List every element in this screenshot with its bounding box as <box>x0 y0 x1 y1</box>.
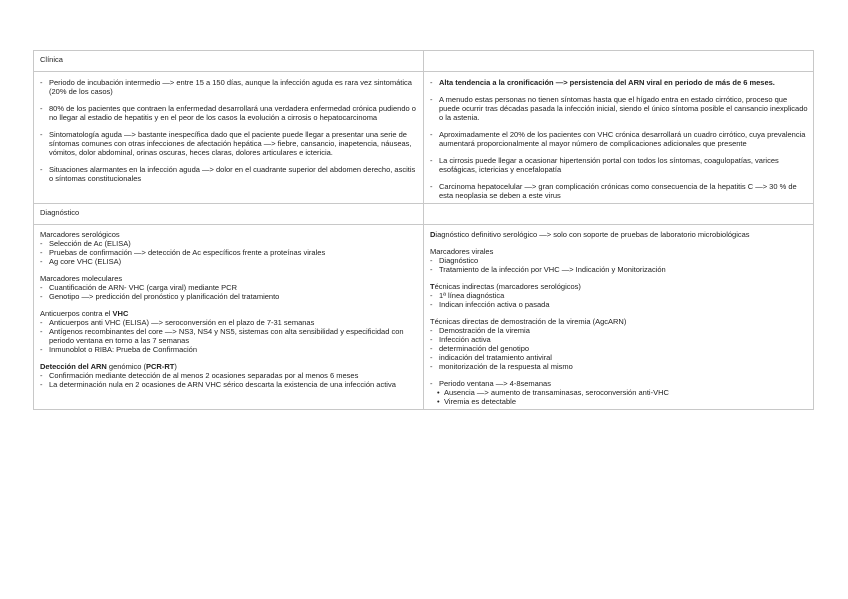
list-item: - A menudo estas personas no tienen síntomas hasta que el hígado entra en estado cirrótico, proceso que puede ocurrir tras décadas pasada la infección inicial, siendo el único síntoma posible el cansancio inexplicado o la astenia. <box>430 95 808 122</box>
list-item: - Aproximadamente el 20% de los pacientes con VHC crónica desarrollará un cuadro cirrótico, cuya prevalencia aumentará proporcionalmente al mayor número de complicaciones adicionales que presente <box>430 130 806 148</box>
list-item: - Periodo de incubación intermedio —> entre 15 a 150 días, aunque la infección aguda es rara vez sintomática (20% de los casos) <box>40 78 412 96</box>
list-item: - Tratamiento de la infección por VHC —> Indicación y Monitorización <box>430 265 666 274</box>
list-item: - Sintomatología aguda —> bastante inespecífica dado que el paciente puede llegar a presentar una serie de síntomas comunes con otras infecciones de afectación hepática —> fiebre, cansancio, inapetencia, náuseas, vómitos, dolor abdominal, orinas oscuras, heces claras, dolores articulares e ictericia. <box>40 130 412 157</box>
list-item: - determinación del genotipo <box>430 344 530 353</box>
moleculares-group <box>40 274 418 301</box>
list-item: - Genotipo —> predicción del pronóstico y planificación del tratamiento <box>40 292 280 301</box>
diagnostico-left-cell <box>34 225 424 410</box>
list-item: - Cuantificación de ARN- VHC (carga viral) mediante PCR <box>40 283 237 292</box>
group-title: Marcadores moleculares <box>40 274 123 283</box>
list-item: - 80% de los pacientes que contraen la enfermedad desarrollará una verdadera enfermedad crónica pudiendo o no llegar al estadio de hepatitis y en el peor de los casos la evolución a cirrosis o hepatocarcinoma <box>40 104 416 122</box>
indirectas-group <box>430 282 808 309</box>
list-item: - Diagnóstico <box>430 256 479 265</box>
list-item: - Pruebas de confirmación —> detección de Ac específicos frente a proteínas virales <box>40 248 326 257</box>
list-item: - monitorización de la respuesta al mismo <box>430 362 573 371</box>
ventana-group <box>430 379 808 406</box>
list-item: - Ag core VHC (ELISA) <box>40 257 122 266</box>
list-item: - Situaciones alarmantes en la infección aguda —> dolor en el cuadrante superior del abdomen derecho, ascitis o síntomas constitucionales <box>40 165 416 183</box>
clinica-heading-empty <box>424 51 814 72</box>
list-item: - Inmunoblot o RIBA: Prueba de Confirmación <box>40 345 197 354</box>
list-item: - Periodo ventana —> 4-8semanas <box>430 379 551 388</box>
directas-group <box>430 317 808 371</box>
clinica-left-cell <box>34 72 424 204</box>
sub-list-item: • Ausencia —> aumento de transaminasas, seroconversión anti-VHC <box>437 388 669 397</box>
hepatitis-c-table <box>33 50 814 410</box>
list-item: - Infección activa <box>430 335 491 344</box>
diagnostico-content-row <box>34 225 814 410</box>
list-item: - Anticuerpos anti VHC (ELISA) —> seroconversión en el plazo de 7-31 semanas <box>40 318 315 327</box>
list-item: - Antígenos recombinantes del core —> NS3, NS4 y NS5, sistemas con alta sensibilidad y especificidad con periodo ventana en torno a las 7 semanas <box>40 327 404 345</box>
group-title: Técnicas indirectas (marcadores serológicos) <box>430 282 581 291</box>
list-item: - Indican infección activa o pasada <box>430 300 550 309</box>
diagnostico-header-row <box>34 204 814 225</box>
arn-group <box>40 362 418 389</box>
virales-group <box>430 247 808 274</box>
clinica-right-cell <box>424 72 814 204</box>
group-title: Anticuerpos contra el VHC <box>40 309 129 318</box>
list-item: - indicación del tratamiento antiviral <box>430 353 552 362</box>
clinica-content-row <box>34 72 814 204</box>
anticuerpos-group <box>40 309 418 354</box>
diagnostico-right-cell <box>424 225 814 410</box>
list-item: - Carcinoma hepatocelular —> gran complicación crónicas como consecuencia de la hepatitis C —> 30 % de esta neoplasia se deben a este virus <box>430 182 797 200</box>
clinica-header-row <box>34 51 814 72</box>
diagnostico-heading: Diagnóstico <box>34 204 424 225</box>
serologicos-group <box>40 230 418 266</box>
list-item: - Demostración de la viremia <box>430 326 530 335</box>
list-item: - Alta tendencia a la cronificación —> persistencia del ARN viral en periodo de más de 6 meses. <box>430 78 775 87</box>
diagnostico-heading-empty <box>424 204 814 225</box>
definitivo-paragraph: Diagnóstico definitivo serológico —> solo con soporte de pruebas de laboratorio microbiológicas <box>430 230 750 239</box>
group-title: Detección del ARN genómico (PCR-RT) <box>40 362 177 371</box>
clinica-heading: Clínica <box>34 51 424 72</box>
sub-list-item: • Viremia es detectable <box>437 397 516 406</box>
list-item: - Confirmación mediante detección de al menos 2 ocasiones separadas por al menos 6 meses <box>40 371 359 380</box>
list-item: - 1ª línea diagnóstica <box>430 291 505 300</box>
group-title: Técnicas directas de demostración de la viremia (AgcARN) <box>430 317 627 326</box>
group-title: Marcadores serológicos <box>40 230 120 239</box>
list-item: - Selección de Ac (ELISA) <box>40 239 131 248</box>
list-item: - La cirrosis puede llegar a ocasionar hipertensión portal con todos los síntomas, coagulopatías, varices esofágicas, ictericias y encefalopatía <box>430 156 779 174</box>
list-item: - La determinación nula en 2 ocasiones de ARN VHC sérico descarta la existencia de una infección activa <box>40 380 396 389</box>
group-title: Marcadores virales <box>430 247 494 256</box>
